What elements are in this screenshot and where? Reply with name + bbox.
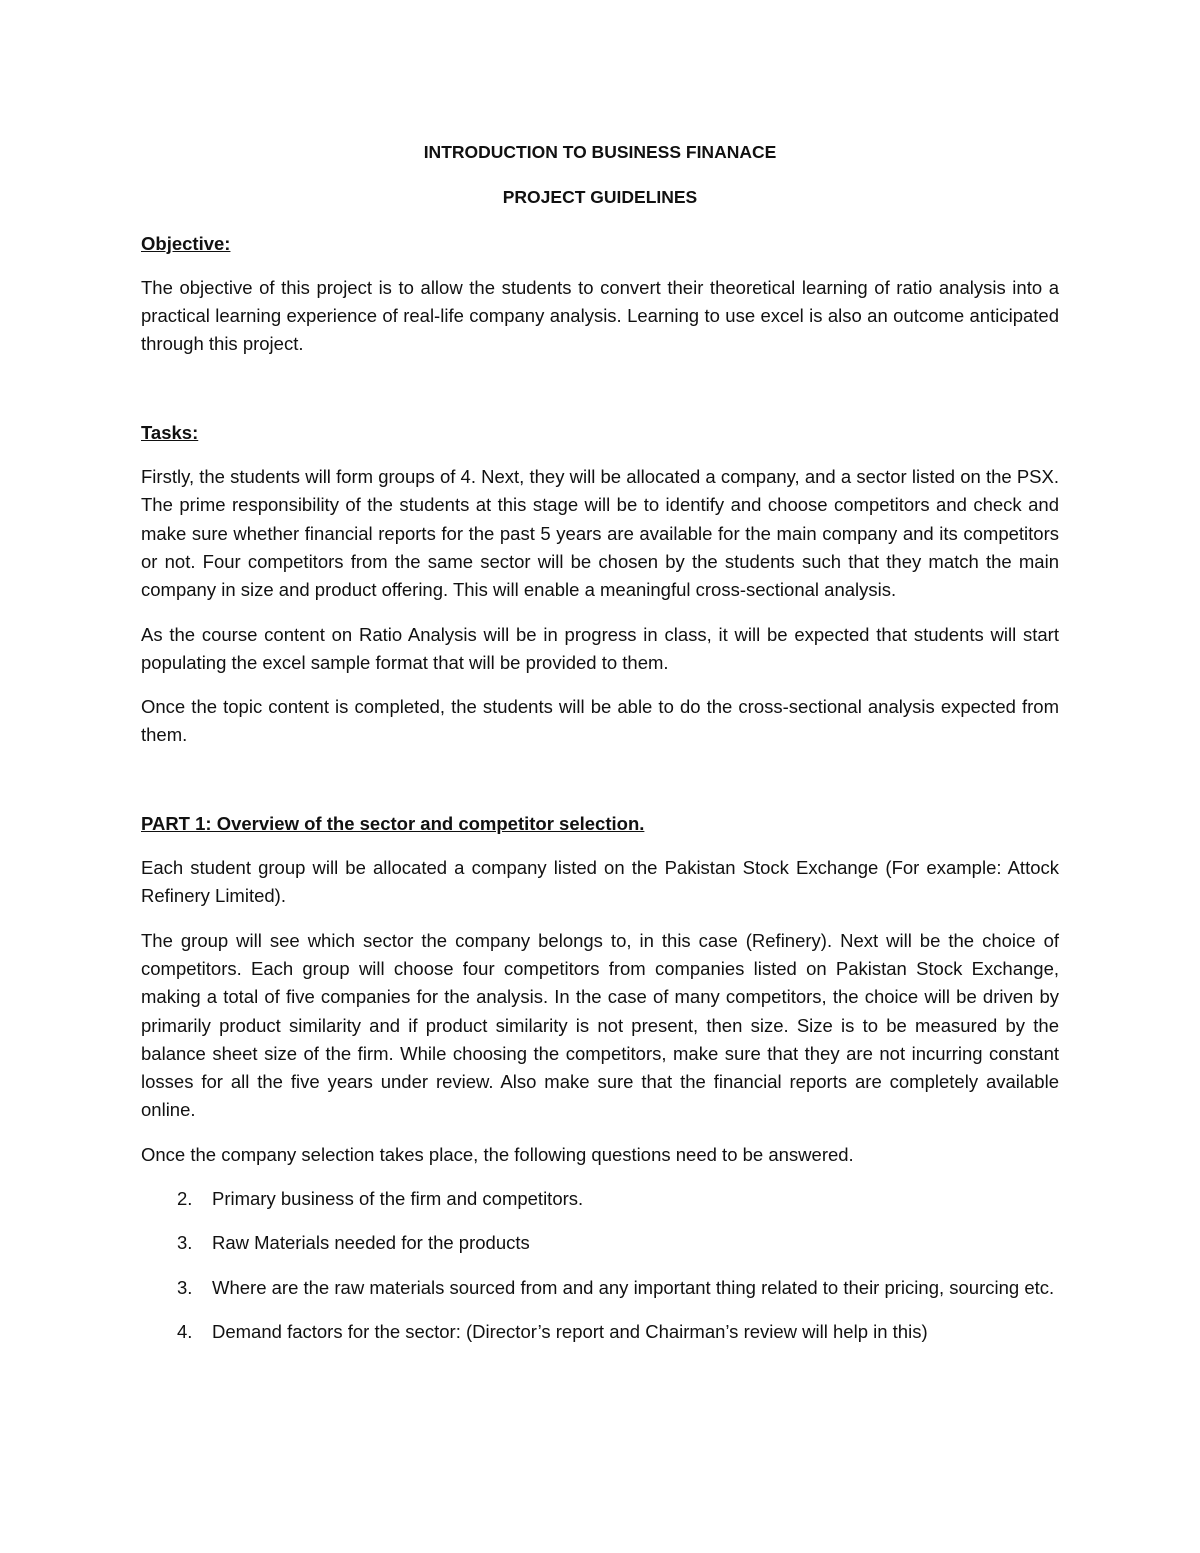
list-item: [141, 1229, 1059, 1257]
document-title: INTRODUCTION TO BUSINESS FINANACE: [423, 142, 777, 162]
questions-list: [141, 1185, 1059, 1346]
list-item: [141, 1318, 1059, 1346]
list-item: [141, 1185, 1059, 1213]
part1-paragraph-3: Once the company selection takes place, the following questions need to be answered.: [141, 1143, 854, 1165]
part1-heading: PART 1: Overview of the sector and competitor selection.: [141, 812, 645, 834]
tasks-paragraph-3: Once the topic content is completed, the students will be able to do the cross-sectional analysis expected from them.: [141, 696, 1059, 746]
tasks-heading: Tasks:: [141, 421, 199, 443]
tasks-paragraph-1: Firstly, the students will form groups of 4. Next, they will be allocated a company, and a sector listed on the PSX. The prime responsibility of the students at this stage will be to identify and choose competitors and check and make sure whether financial reports for the past 5 years are available for the main company and its competitors or not. Four competitors from the same sector will be chosen by the students such that they match the main company in size and product offering. This will enable a meaningful cross-sectional analysis.: [141, 466, 1059, 601]
list-item-text: Primary business of the firm and competitors.: [212, 1188, 584, 1210]
document-page: [141, 138, 1059, 1362]
list-item-number: 3.: [177, 1232, 193, 1254]
list-item-text: Raw Materials needed for the products: [212, 1232, 530, 1254]
list-item: [141, 1274, 1059, 1302]
list-item-text: Where are the raw materials sourced from and any important thing related to their pricing, sourcing etc.: [212, 1276, 1055, 1298]
list-item-number: 3.: [177, 1276, 193, 1298]
objective-heading: Objective:: [141, 232, 231, 254]
part1-paragraph-2: The group will see which sector the company belongs to, in this case (Refinery). Next will be the choice of competitors. Each group will choose four competitors from companies listed on Pakistan Stock Exchange, making a total of five companies for the analysis. In the case of many competitors, the choice will be driven by primarily product similarity and if product similarity is not present, then size. Size is to be measured by the balance sheet size of the firm. While choosing the competitors, make sure that they are not incurring constant losses for all the five years under review. Also make sure that the financial reports are completely available online.: [141, 929, 1059, 1121]
list-item-number: 2.: [177, 1188, 193, 1210]
list-item-text: Demand factors for the sector: (Director’s report and Chairman’s review will help in this): [212, 1320, 928, 1342]
part1-paragraph-1: Each student group will be allocated a company listed on the Pakistan Stock Exchange (For example: Attock Refinery Limited).: [141, 857, 1059, 907]
objective-paragraph: The objective of this project is to allow the students to convert their theoretical learning of ratio analysis into a practical learning experience of real-life company analysis. Learning to use excel is also an outcome anticipated through this project.: [141, 276, 1059, 355]
document-subtitle: PROJECT GUIDELINES: [502, 187, 698, 208]
list-item-number: 4.: [177, 1320, 193, 1342]
tasks-paragraph-2: As the course content on Ratio Analysis will be in progress in class, it will be expected that students will start populating the excel sample format that will be provided to them.: [141, 623, 1059, 673]
